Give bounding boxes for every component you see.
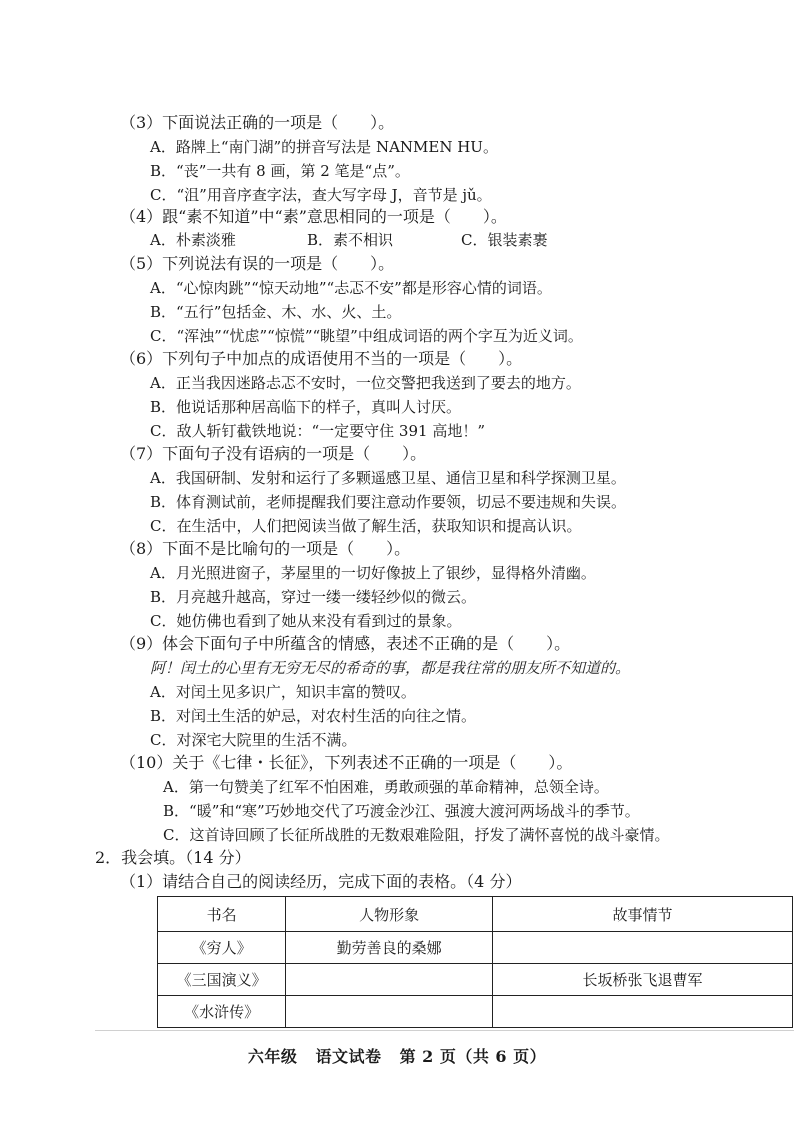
question-6-option-b: B．他说话那种居高临下的样子，真叫人讨厌。	[150, 398, 462, 416]
table-header-character: 人物形象	[286, 897, 493, 932]
question-5-option-b: B．“五行”包括金、木、水、火、土。	[150, 303, 402, 321]
question-6-option-c: C．敌人斩钉截铁地说：“一定要守住 391 高地！”	[150, 422, 485, 440]
question-9-quoted-sentence: 阿！闰土的心里有无穷无尽的希奇的事，都是我往常的朋友所不知道的。	[150, 659, 631, 677]
table-cell: 《穷人》	[158, 932, 286, 964]
question-10-option-a: A．第一句赞美了红军不怕困难，勇敢顽强的革命精神，总领全诗。	[163, 778, 609, 796]
question-8-option-b: B．月亮越升越高，穿过一缕一缕轻纱似的微云。	[150, 588, 477, 606]
question-10-stem: （10）关于《七律・长征》，下列表述不正确的一项是（ ）。	[120, 753, 573, 772]
question-9-option-b: B．对闰土生活的妒忌，对农村生活的向往之情。	[150, 707, 477, 725]
table-header-book: 书名	[158, 897, 286, 932]
question-3-stem: （3）下面说法正确的一项是（ ）。	[120, 113, 395, 132]
footer-divider	[95, 1030, 794, 1031]
question-10-option-b: B．“暖”和“寒”巧妙地交代了巧渡金沙江、强渡大渡河两场战斗的季节。	[163, 802, 640, 820]
table-row	[158, 964, 793, 996]
question-4-option-c: C．银装素裹	[461, 231, 548, 249]
question-8-option-a: A．月光照进窗子，茅屋里的一切好像披上了银纱，显得格外清幽。	[150, 564, 596, 582]
question-4-option-b: B．素不相识	[307, 231, 394, 249]
question-9-stem: （9）体会下面句子中所蕴含的情感，表述不正确的是（ ）。	[120, 634, 571, 653]
table-cell: 《三国演义》	[158, 964, 286, 996]
question-6-option-a: A．正当我因迷路忐忑不安时，一位交警把我送到了要去的地方。	[150, 374, 581, 392]
table-cell-blank[interactable]	[286, 964, 493, 996]
question-7-option-b: B．体育测试前，老师提醒我们要注意动作要领，切忌不要违规和失误。	[150, 493, 627, 511]
table-cell-blank[interactable]	[492, 996, 792, 1028]
section-2-subquestion-1: （1）请结合自己的阅读经历，完成下面的表格。（4 分）	[120, 872, 522, 891]
table-row	[158, 932, 793, 964]
question-6-stem: （6）下列句子中加点的成语使用不当的一项是（ ）。	[120, 349, 523, 368]
question-7-stem: （7）下面句子没有语病的一项是（ ）。	[120, 444, 427, 463]
question-4-option-a: A．朴素淡雅	[150, 231, 236, 249]
table-header-row	[158, 897, 793, 932]
question-8-option-c: C．她仿佛也看到了她从来没有看到过的景象。	[150, 612, 462, 630]
question-7-option-c: C．在生活中，人们把阅读当做了解生活，获取知识和提高认识。	[150, 517, 582, 535]
table-cell: 长坂桥张飞退曹军	[492, 964, 792, 996]
question-3-option-c: C．“沮”用音序查字法，查大写字母 J，音节是 jǔ。	[150, 186, 492, 204]
question-3-option-b: B．“丧”一共有 8 画，第 2 笔是“点”。	[150, 162, 410, 180]
table-cell: 勤劳善良的桑娜	[286, 932, 493, 964]
section-2-title: 2．我会填。（14 分）	[95, 848, 251, 867]
table-cell-blank[interactable]	[492, 932, 792, 964]
table-cell-blank[interactable]	[286, 996, 493, 1028]
question-9-option-a: A．对闰土见多识广，知识丰富的赞叹。	[150, 683, 416, 701]
table-cell: 《水浒传》	[158, 996, 286, 1028]
question-7-option-a: A．我国研制、发射和运行了多颗遥感卫星、通信卫星和科学探测卫星。	[150, 469, 626, 487]
question-5-option-a: A．“心惊肉跳”“惊天动地”“忐忑不安”都是形容心情的词语。	[150, 279, 552, 297]
footer-page-number: 第 2 页（共 6 页）	[399, 1047, 547, 1066]
table-row	[158, 996, 793, 1028]
footer-subject: 语文试卷	[315, 1047, 382, 1066]
question-9-option-c: C．对深宅大院里的生活不满。	[150, 731, 357, 749]
question-10-option-c: C．这首诗回顾了长征所战胜的无数艰难险阻，抒发了满怀喜悦的战斗豪情。	[163, 826, 670, 844]
question-4-stem: （4）跟“素不知道”中“素”意思相同的一项是（ ）。	[120, 207, 507, 226]
footer-grade: 六年级	[247, 1047, 298, 1066]
page-footer	[0, 1044, 794, 1067]
table-header-plot: 故事情节	[492, 897, 792, 932]
question-5-option-c: C．“浑浊”“忧虑”“惊慌”“眺望”中组成词语的两个字互为近义词。	[150, 327, 583, 345]
question-8-stem: （8）下面不是比喻句的一项是（ ）。	[120, 539, 411, 558]
question-3-option-a: A．路牌上“南门湖”的拼音写法是 NANMEN HU。	[150, 138, 498, 156]
question-5-stem: （5）下列说法有误的一项是（ ）。	[120, 254, 395, 273]
reading-table	[157, 896, 793, 1028]
